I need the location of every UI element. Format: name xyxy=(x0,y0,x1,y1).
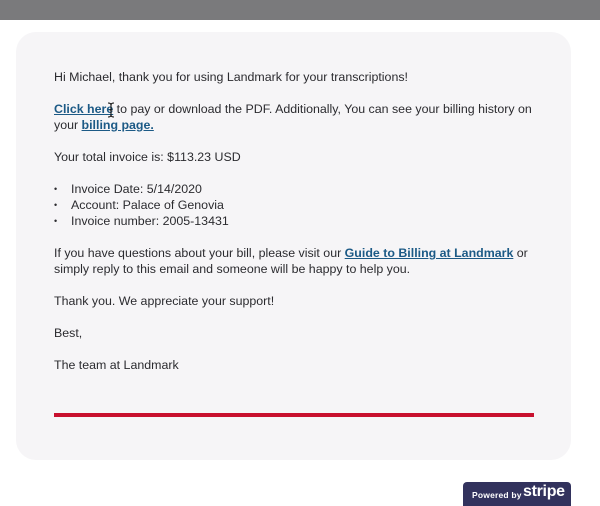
pay-text: to pay or download the PDF. Additionally, You can see your billing history on your xyxy=(54,102,532,132)
powered-by-stripe-badge[interactable] xyxy=(463,482,571,506)
pay-paragraph xyxy=(54,101,534,133)
invoice-date: Invoice Date: 5/14/2020 xyxy=(71,182,202,196)
powered-by-label: Powered by xyxy=(472,490,522,500)
questions-paragraph xyxy=(54,245,534,277)
billing-page-link[interactable]: billing page. xyxy=(81,118,154,132)
bullet-icon: • xyxy=(54,200,58,210)
click-here-link[interactable]: Click here xyxy=(54,102,114,116)
email-body xyxy=(54,69,534,389)
questions-text-before: If you have questions about your bill, please visit our xyxy=(54,246,345,260)
top-bar xyxy=(0,0,600,20)
total-invoice-text: Your total invoice is: $113.23 USD xyxy=(54,150,241,164)
list-item xyxy=(54,213,534,229)
bullet-icon: • xyxy=(54,184,58,194)
invoice-details-list xyxy=(54,181,534,229)
greeting-text: Hi Michael, thank you for using Landmark for your transcriptions! xyxy=(54,70,408,84)
thanks-text: Thank you. We appreciate your support! xyxy=(54,294,275,308)
red-divider xyxy=(54,413,534,417)
email-card xyxy=(16,32,571,460)
signature-text: The team at Landmark xyxy=(54,358,179,372)
account-name: Account: Palace of Genovia xyxy=(71,198,224,212)
list-item xyxy=(54,197,534,213)
signoff-text: Best, xyxy=(54,326,83,340)
questions-text-after: or simply reply to this email and someone will be happy to help you. xyxy=(54,246,528,276)
invoice-number: Invoice number: 2005-13431 xyxy=(71,214,229,228)
guide-to-billing-link[interactable]: Guide to Billing at Landmark xyxy=(344,246,514,260)
text-cursor-icon xyxy=(107,102,115,118)
bullet-icon: • xyxy=(54,216,58,226)
stripe-logo: stripe xyxy=(523,483,565,500)
list-item xyxy=(54,181,534,197)
